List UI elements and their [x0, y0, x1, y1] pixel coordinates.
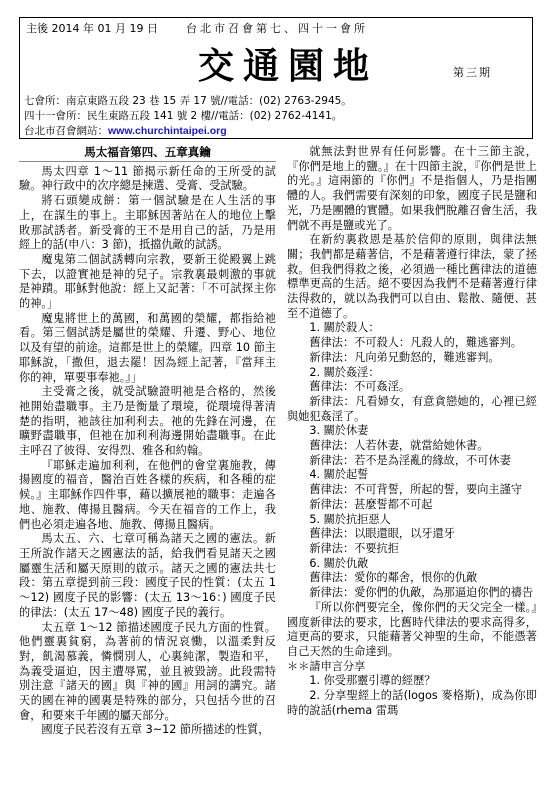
law-line: 新律法：凡向弟兄動怒的，難逃審判。 — [309, 350, 500, 364]
law-line: 舊律法：不可姦淫。 — [309, 380, 411, 394]
paragraph: 在新約裏救恩是基於信仰的原則，與律法無關；我們都是藉著信，不是藉著遵行律法，蒙了拯救。但我們得救之後，必須過一種比舊律法的道德標準更高的生活。絕不要因為我們不是藉著遵行律法得救的，就以為我們可以自由、鬆散、隨便、甚至不道德了。 — [287, 233, 537, 320]
paragraph: 魔鬼第二個試誘轉向宗教，要新王從殿翼上跳下去，以證實祂是神的兒子。宗教裏最刺激的事就是神蹟。耶穌對他說：經上又記著：「不可試探主你的神。」 — [19, 252, 276, 311]
paragraph: 國度子民若沒有五章 3~12 節所描述的性質， — [41, 723, 270, 737]
issue-date: 主後 2014 年 01 月 19 日 — [26, 22, 158, 35]
paragraph: 就無法對世界有任何影響。在十三節主說，『你們是地上的鹽。』在十四節主說，『你們是世上的光。』這兩節的『你們』不是指個人，乃是指團體的人。我們需要有深刻的印象，國度子民是鹽和光，乃是團體的實體。如果我們脫離召會生活，我們就不再是鹽或光了。 — [287, 145, 537, 232]
law-line: 6. 關於仇敵 — [309, 556, 369, 570]
law-line: 3. 關於休妻 — [309, 424, 369, 438]
law-line: 新律法：不要抗拒 — [309, 541, 399, 555]
law-line: 舊律法：以眼還眼，以牙還牙 — [309, 527, 455, 541]
website-line — [24, 124, 227, 138]
masthead — [19, 17, 533, 139]
share-list — [287, 674, 537, 718]
church-name: 台北市召會第七、四十一會所 — [186, 22, 368, 35]
law-line: 2. 關於姦淫： — [309, 365, 380, 379]
law-line: 4. 關於起誓 — [309, 468, 369, 482]
paragraph: 馬太四章 1～11 節揭示新任命的王所受的試驗。神行政中的次序總是揀選、受膏、受試驗。 — [19, 164, 276, 193]
law-line: 5. 關於抗拒惡人 — [309, 512, 391, 526]
law-line: 舊律法：不可背誓，所起的誓，要向主謹守 — [309, 483, 522, 497]
newsletter-title: 交通園地 — [198, 45, 379, 87]
law-line: 1. 關於殺人： — [309, 321, 380, 335]
address-hall-41: 四十一會所：民生東路五段 141 號 2 樓//電話：(02) 2762-4141。 — [24, 110, 343, 122]
right-column — [287, 145, 537, 718]
website-link[interactable]: www.churchintaipei.org — [108, 125, 227, 137]
paragraph: 主受膏之後，就受試驗證明祂是合格的，然後祂開始盡職事。主乃是衡量了環境，從環境得著清楚的指明，祂該往加利利去。祂的先鋒在河邊，在曠野盡職事，但祂在加利利海邊開始盡職事。在此主呼召了彼得、安得烈、雅各和約翰。 — [19, 385, 276, 458]
paragraph: 『耶穌走遍加利利，在他們的會堂裏施教，傳揚國度的福音，醫治百姓各樣的疾病，和各種的症候。』主耶穌作四件事，藉以擴展祂的職事：走遍各地、施教、傳揚且醫病。今天在福音的工作上，我們也必須走遍各地、施教、傳揚且醫病。 — [19, 458, 276, 531]
section-title: 馬太福音第四、五章真鑰 — [19, 145, 276, 162]
share-item: 1. 你受那靈引導的經歷？ — [309, 674, 436, 688]
paragraph: 將石頭變成餅：第一個試驗是在人生活的事上，在謀生的事上。主耶穌因著站在人的地位上擊敗那試誘者。新受膏的王不是用自己的話，乃是用經上的話(申八：3 節)，抵擋仇敵的試誘。 — [19, 194, 276, 252]
issue-number: 第三期 — [453, 66, 492, 79]
law-line: 新律法：甚麼誓都不可起 — [309, 497, 433, 511]
law-line: 新律法：凡看婦女，有意貪戀她的，心裡已經與她犯姦淫了。 — [287, 394, 537, 423]
left-column — [19, 145, 276, 738]
share-heading: ＊＊請申言分享 — [287, 659, 366, 673]
share-item: 2. 分享聖經上的話(logos 麥格斯)，成為你即時的說話(rhema 雷瑪 — [287, 689, 537, 717]
law-line: 舊律法：愛你的鄰舍，恨你的仇敵 — [309, 571, 478, 585]
paragraph: 太五章 1～12 節描述國度子民九方面的性質。他們靈裏貧窮，為著前的情況哀慟，以溫柔對反對，飢渴慕義，憐憫別人，心裏純潔，製造和平，為義受逼迫，因主遭辱罵，並且被毀謗。此段需特別注意『諸天的國』與『神的國』用詞的講究。諸天的國在神的國裏是特殊的部分，只包括今世的召會，和要來千年國的屬天部分。 — [19, 620, 276, 722]
paragraph: 馬太五、六、七章可稱為諸天之國的憲法。新王所說作諸天之國憲法的話，給我們看見諸天之國屬靈生活和屬天原則的啟示。諸天之國的憲法共七段：第五章提到前三段：國度子民的性質：(太五 1～12) 國度子民的影響：(太五 13～16：) 國度子民的律法：(太五 17～48) 國度子民的義行。 — [19, 532, 276, 619]
address-hall-7: 七會所：南京東路五段 23 巷 15 弄 17 號//電話：(02) 2763-2945。 — [24, 95, 352, 107]
right-intro-paragraphs — [287, 145, 537, 321]
website-label: 台北市召會網站： — [24, 125, 108, 137]
law-line: 新律法：愛你們的仇敵，為那逼迫你們的禱告 — [309, 586, 534, 600]
law-comparison-list — [287, 321, 537, 600]
left-paragraphs — [19, 165, 276, 738]
closing-paragraph: 『所以你們要完全，像你們的天父完全一樣。』國度新律法的要求，比舊時代律法的要求高得多，這更高的要求，只能藉著父神聖的生命，不能憑著自己天然的生命達到。 — [287, 600, 537, 658]
paragraph: 魔鬼將世上的萬國，和萬國的榮耀，都指給祂看。第三個試誘是屬世的榮耀、升遷、野心、地位以及有望的前途。這都是世上的榮耀。四章 10 節主耶穌說，「撒但，退去罷！因為經上記著，『當拜主你的神，單要事奉祂。』」 — [19, 311, 276, 384]
law-line: 舊律法：不可殺人：凡殺人的，難逃審判。 — [309, 336, 522, 350]
law-line: 新律法：若不是為淫亂的緣故，不可休妻 — [309, 453, 511, 467]
law-line: 舊律法：人若休妻，就當給她休書。 — [309, 439, 489, 453]
